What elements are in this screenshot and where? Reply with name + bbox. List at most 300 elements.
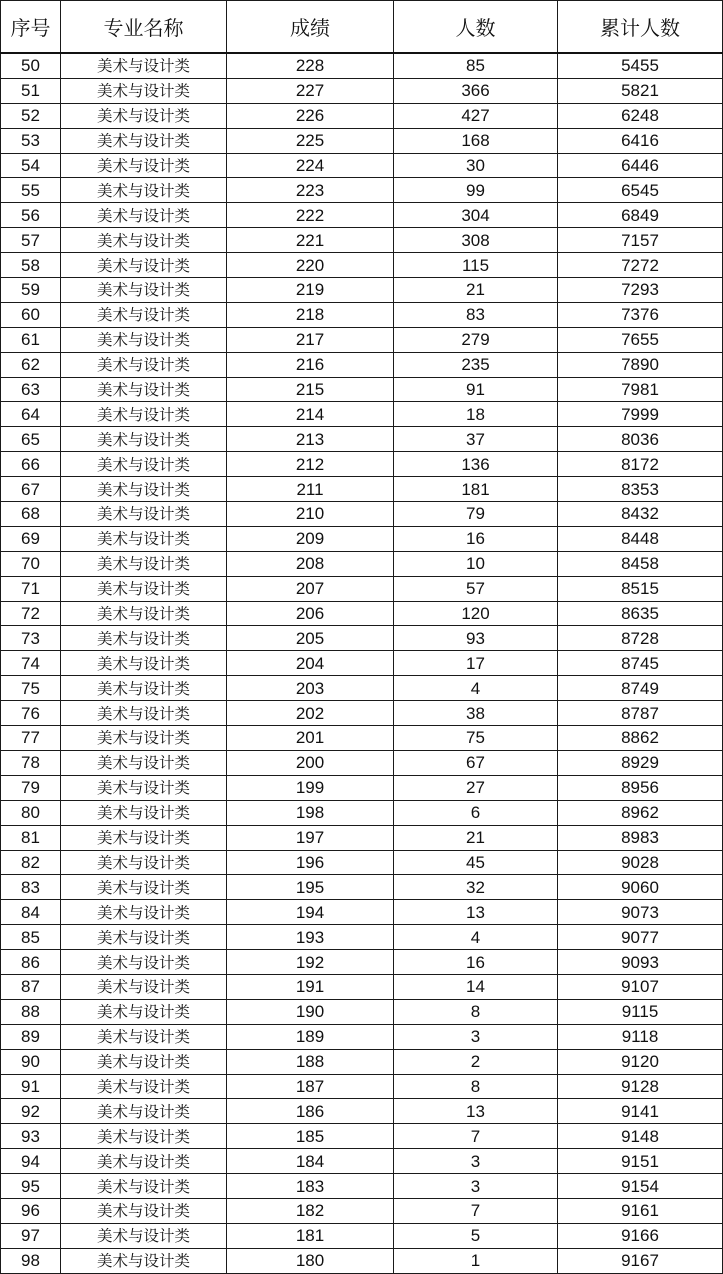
cell-index: 59: [1, 278, 61, 303]
cell-major-name: 美术与设计类: [61, 676, 227, 701]
cell-cumulative-count: 9077: [558, 925, 723, 950]
cell-count: 27: [394, 775, 558, 800]
cell-major-name: 美术与设计类: [61, 701, 227, 726]
cell-cumulative-count: 9107: [558, 974, 723, 999]
table-row: [1, 999, 723, 1024]
table-row: [1, 1174, 723, 1199]
cell-cumulative-count: 9166: [558, 1223, 723, 1248]
cell-index: 79: [1, 775, 61, 800]
cell-score: 181: [227, 1223, 394, 1248]
cell-major-name: 美术与设计类: [61, 452, 227, 477]
table-row: [1, 1198, 723, 1223]
cell-index: 77: [1, 726, 61, 751]
cell-cumulative-count: 9120: [558, 1049, 723, 1074]
cell-index: 80: [1, 800, 61, 825]
cell-index: 64: [1, 402, 61, 427]
table-row: [1, 203, 723, 228]
header-score: 成绩: [227, 1, 394, 54]
cell-score: 211: [227, 477, 394, 502]
cell-count: 279: [394, 327, 558, 352]
cell-index: 63: [1, 377, 61, 402]
cell-count: 366: [394, 78, 558, 103]
table-row: [1, 875, 723, 900]
cell-major-name: 美术与设计类: [61, 900, 227, 925]
cell-major-name: 美术与设计类: [61, 800, 227, 825]
cell-score: 180: [227, 1248, 394, 1273]
cell-index: 97: [1, 1223, 61, 1248]
cell-major-name: 美术与设计类: [61, 974, 227, 999]
cell-count: 3: [394, 1024, 558, 1049]
cell-index: 92: [1, 1099, 61, 1124]
cell-index: 87: [1, 974, 61, 999]
cell-major-name: 美术与设计类: [61, 1149, 227, 1174]
cell-count: 17: [394, 651, 558, 676]
cell-score: 217: [227, 327, 394, 352]
cell-cumulative-count: 8172: [558, 452, 723, 477]
cell-major-name: 美术与设计类: [61, 1074, 227, 1099]
cell-cumulative-count: 8432: [558, 502, 723, 527]
cell-index: 57: [1, 228, 61, 253]
cell-score: 182: [227, 1198, 394, 1223]
cell-count: 16: [394, 950, 558, 975]
cell-count: 30: [394, 153, 558, 178]
cell-score: 195: [227, 875, 394, 900]
cell-index: 96: [1, 1198, 61, 1223]
cell-major-name: 美术与设计类: [61, 78, 227, 103]
cell-count: 45: [394, 850, 558, 875]
cell-count: 37: [394, 427, 558, 452]
cell-count: 7: [394, 1198, 558, 1223]
cell-cumulative-count: 5821: [558, 78, 723, 103]
cell-score: 208: [227, 551, 394, 576]
cell-major-name: 美术与设计类: [61, 203, 227, 228]
cell-major-name: 美术与设计类: [61, 726, 227, 751]
cell-cumulative-count: 7655: [558, 327, 723, 352]
cell-score: 197: [227, 825, 394, 850]
cell-count: 120: [394, 601, 558, 626]
cell-score: 199: [227, 775, 394, 800]
cell-count: 14: [394, 974, 558, 999]
cell-cumulative-count: 5455: [558, 53, 723, 78]
header-count: 人数: [394, 1, 558, 54]
cell-count: 4: [394, 676, 558, 701]
cell-cumulative-count: 8745: [558, 651, 723, 676]
cell-index: 61: [1, 327, 61, 352]
cell-count: 99: [394, 178, 558, 203]
table-row: [1, 327, 723, 352]
cell-major-name: 美术与设计类: [61, 427, 227, 452]
table-row: [1, 427, 723, 452]
table-row: [1, 800, 723, 825]
table-row: [1, 502, 723, 527]
cell-index: 70: [1, 551, 61, 576]
cell-major-name: 美术与设计类: [61, 327, 227, 352]
cell-count: 18: [394, 402, 558, 427]
cell-index: 51: [1, 78, 61, 103]
table-row: [1, 53, 723, 78]
cell-count: 2: [394, 1049, 558, 1074]
cell-major-name: 美术与设计类: [61, 526, 227, 551]
cell-count: 6: [394, 800, 558, 825]
cell-score: 196: [227, 850, 394, 875]
cell-cumulative-count: 9028: [558, 850, 723, 875]
table-row: [1, 1049, 723, 1074]
table-row: [1, 477, 723, 502]
cell-count: 115: [394, 253, 558, 278]
cell-index: 83: [1, 875, 61, 900]
cell-cumulative-count: 8448: [558, 526, 723, 551]
cell-index: 82: [1, 850, 61, 875]
cell-index: 75: [1, 676, 61, 701]
table-row: [1, 576, 723, 601]
cell-score: 225: [227, 128, 394, 153]
header-index: 序号: [1, 1, 61, 54]
cell-count: 32: [394, 875, 558, 900]
cell-major-name: 美术与设计类: [61, 278, 227, 303]
cell-count: 427: [394, 103, 558, 128]
table-row: [1, 253, 723, 278]
cell-score: 213: [227, 427, 394, 452]
table-row: [1, 302, 723, 327]
cell-cumulative-count: 6416: [558, 128, 723, 153]
table-row: [1, 651, 723, 676]
cell-major-name: 美术与设计类: [61, 477, 227, 502]
cell-index: 69: [1, 526, 61, 551]
cell-score: 222: [227, 203, 394, 228]
cell-count: 13: [394, 900, 558, 925]
cell-major-name: 美术与设计类: [61, 228, 227, 253]
cell-index: 66: [1, 452, 61, 477]
cell-score: 205: [227, 626, 394, 651]
cell-cumulative-count: 7981: [558, 377, 723, 402]
cell-count: 21: [394, 278, 558, 303]
cell-score: 193: [227, 925, 394, 950]
cell-score: 207: [227, 576, 394, 601]
cell-major-name: 美术与设计类: [61, 1024, 227, 1049]
cell-cumulative-count: 9073: [558, 900, 723, 925]
table-row: [1, 178, 723, 203]
cell-major-name: 美术与设计类: [61, 352, 227, 377]
cell-index: 65: [1, 427, 61, 452]
cell-index: 55: [1, 178, 61, 203]
cell-score: 192: [227, 950, 394, 975]
cell-index: 84: [1, 900, 61, 925]
cell-count: 5: [394, 1223, 558, 1248]
cell-major-name: 美术与设计类: [61, 302, 227, 327]
table-header-row: [1, 1, 723, 54]
cell-index: 93: [1, 1124, 61, 1149]
cell-major-name: 美术与设计类: [61, 103, 227, 128]
cell-score: 223: [227, 178, 394, 203]
cell-major-name: 美术与设计类: [61, 775, 227, 800]
cell-count: 181: [394, 477, 558, 502]
cell-major-name: 美术与设计类: [61, 502, 227, 527]
cell-count: 67: [394, 750, 558, 775]
cell-index: 53: [1, 128, 61, 153]
cell-cumulative-count: 7890: [558, 352, 723, 377]
cell-count: 3: [394, 1149, 558, 1174]
cell-major-name: 美术与设计类: [61, 999, 227, 1024]
header-major-name: 专业名称: [61, 1, 227, 54]
cell-count: 38: [394, 701, 558, 726]
cell-count: 8: [394, 999, 558, 1024]
cell-index: 56: [1, 203, 61, 228]
cell-index: 86: [1, 950, 61, 975]
cell-score: 219: [227, 278, 394, 303]
cell-score: 221: [227, 228, 394, 253]
cell-index: 89: [1, 1024, 61, 1049]
cell-cumulative-count: 8956: [558, 775, 723, 800]
cell-index: 90: [1, 1049, 61, 1074]
cell-count: 1: [394, 1248, 558, 1273]
table-row: [1, 551, 723, 576]
cell-major-name: 美术与设计类: [61, 402, 227, 427]
cell-major-name: 美术与设计类: [61, 950, 227, 975]
cell-index: 73: [1, 626, 61, 651]
cell-score: 183: [227, 1174, 394, 1199]
cell-score: 189: [227, 1024, 394, 1049]
cell-count: 7: [394, 1124, 558, 1149]
table-row: [1, 1099, 723, 1124]
cell-score: 190: [227, 999, 394, 1024]
table-row: [1, 676, 723, 701]
cell-cumulative-count: 8515: [558, 576, 723, 601]
table-row: [1, 452, 723, 477]
cell-score: 185: [227, 1124, 394, 1149]
cell-major-name: 美术与设计类: [61, 850, 227, 875]
cell-score: 203: [227, 676, 394, 701]
cell-count: 136: [394, 452, 558, 477]
cell-index: 58: [1, 253, 61, 278]
cell-count: 8: [394, 1074, 558, 1099]
cell-index: 52: [1, 103, 61, 128]
table-row: [1, 850, 723, 875]
table-row: [1, 950, 723, 975]
table-row: [1, 701, 723, 726]
cell-count: 83: [394, 302, 558, 327]
cell-cumulative-count: 9115: [558, 999, 723, 1024]
cell-index: 54: [1, 153, 61, 178]
cell-score: 224: [227, 153, 394, 178]
cell-major-name: 美术与设计类: [61, 825, 227, 850]
cell-cumulative-count: 8728: [558, 626, 723, 651]
cell-index: 62: [1, 352, 61, 377]
cell-count: 79: [394, 502, 558, 527]
cell-count: 57: [394, 576, 558, 601]
cell-cumulative-count: 8962: [558, 800, 723, 825]
cell-count: 16: [394, 526, 558, 551]
table-row: [1, 974, 723, 999]
table-row: [1, 1124, 723, 1149]
cell-cumulative-count: 7157: [558, 228, 723, 253]
cell-cumulative-count: 9167: [558, 1248, 723, 1273]
cell-major-name: 美术与设计类: [61, 1049, 227, 1074]
cell-count: 3: [394, 1174, 558, 1199]
cell-major-name: 美术与设计类: [61, 925, 227, 950]
table-row: [1, 726, 723, 751]
table-row: [1, 278, 723, 303]
table-row: [1, 1248, 723, 1273]
table-row: [1, 626, 723, 651]
header-cumulative-count: 累计人数: [558, 1, 723, 54]
table-row: [1, 128, 723, 153]
cell-score: 210: [227, 502, 394, 527]
cell-score: 200: [227, 750, 394, 775]
cell-cumulative-count: 9060: [558, 875, 723, 900]
cell-cumulative-count: 9148: [558, 1124, 723, 1149]
table-row: [1, 1149, 723, 1174]
table-row: [1, 153, 723, 178]
table-row: [1, 352, 723, 377]
cell-score: 212: [227, 452, 394, 477]
cell-index: 76: [1, 701, 61, 726]
cell-major-name: 美术与设计类: [61, 875, 227, 900]
cell-count: 75: [394, 726, 558, 751]
cell-score: 216: [227, 352, 394, 377]
cell-score: 186: [227, 1099, 394, 1124]
cell-score: 187: [227, 1074, 394, 1099]
cell-count: 21: [394, 825, 558, 850]
cell-major-name: 美术与设计类: [61, 1223, 227, 1248]
cell-index: 50: [1, 53, 61, 78]
cell-count: 308: [394, 228, 558, 253]
cell-cumulative-count: 8353: [558, 477, 723, 502]
cell-cumulative-count: 8635: [558, 601, 723, 626]
cell-cumulative-count: 9128: [558, 1074, 723, 1099]
cell-score: 220: [227, 253, 394, 278]
table-row: [1, 775, 723, 800]
cell-cumulative-count: 7999: [558, 402, 723, 427]
cell-score: 194: [227, 900, 394, 925]
cell-cumulative-count: 9151: [558, 1149, 723, 1174]
cell-cumulative-count: 6545: [558, 178, 723, 203]
cell-cumulative-count: 7293: [558, 278, 723, 303]
cell-score: 198: [227, 800, 394, 825]
cell-score: 188: [227, 1049, 394, 1074]
table-row: [1, 750, 723, 775]
cell-index: 60: [1, 302, 61, 327]
cell-cumulative-count: 9141: [558, 1099, 723, 1124]
table-row: [1, 925, 723, 950]
cell-count: 85: [394, 53, 558, 78]
cell-major-name: 美术与设计类: [61, 1124, 227, 1149]
cell-cumulative-count: 8458: [558, 551, 723, 576]
table-row: [1, 228, 723, 253]
cell-major-name: 美术与设计类: [61, 601, 227, 626]
cell-score: 228: [227, 53, 394, 78]
cell-major-name: 美术与设计类: [61, 551, 227, 576]
cell-score: 226: [227, 103, 394, 128]
cell-major-name: 美术与设计类: [61, 1248, 227, 1273]
cell-score: 214: [227, 402, 394, 427]
cell-cumulative-count: 8929: [558, 750, 723, 775]
cell-count: 10: [394, 551, 558, 576]
cell-index: 85: [1, 925, 61, 950]
cell-score: 191: [227, 974, 394, 999]
table-row: [1, 402, 723, 427]
cell-major-name: 美术与设计类: [61, 750, 227, 775]
cell-major-name: 美术与设计类: [61, 128, 227, 153]
cell-major-name: 美术与设计类: [61, 1198, 227, 1223]
cell-count: 93: [394, 626, 558, 651]
cell-major-name: 美术与设计类: [61, 253, 227, 278]
cell-major-name: 美术与设计类: [61, 178, 227, 203]
table-row: [1, 377, 723, 402]
cell-cumulative-count: 7272: [558, 253, 723, 278]
cell-cumulative-count: 8749: [558, 676, 723, 701]
table-row: [1, 526, 723, 551]
table-row: [1, 103, 723, 128]
cell-cumulative-count: 6849: [558, 203, 723, 228]
cell-cumulative-count: 8983: [558, 825, 723, 850]
cell-index: 88: [1, 999, 61, 1024]
cell-index: 95: [1, 1174, 61, 1199]
cell-cumulative-count: 8862: [558, 726, 723, 751]
cell-index: 81: [1, 825, 61, 850]
table-row: [1, 825, 723, 850]
cell-cumulative-count: 8036: [558, 427, 723, 452]
cell-cumulative-count: 7376: [558, 302, 723, 327]
cell-score: 218: [227, 302, 394, 327]
cell-index: 74: [1, 651, 61, 676]
cell-score: 209: [227, 526, 394, 551]
cell-count: 13: [394, 1099, 558, 1124]
table-row: [1, 1074, 723, 1099]
cell-index: 78: [1, 750, 61, 775]
cell-score: 215: [227, 377, 394, 402]
table-row: [1, 900, 723, 925]
cell-cumulative-count: 9093: [558, 950, 723, 975]
cell-index: 91: [1, 1074, 61, 1099]
cell-cumulative-count: 9154: [558, 1174, 723, 1199]
cell-score: 202: [227, 701, 394, 726]
table-row: [1, 1024, 723, 1049]
cell-score: 184: [227, 1149, 394, 1174]
table-row: [1, 1223, 723, 1248]
cell-index: 71: [1, 576, 61, 601]
cell-cumulative-count: 8787: [558, 701, 723, 726]
table-row: [1, 78, 723, 103]
cell-cumulative-count: 9118: [558, 1024, 723, 1049]
cell-index: 72: [1, 601, 61, 626]
cell-cumulative-count: 6446: [558, 153, 723, 178]
cell-count: 91: [394, 377, 558, 402]
cell-major-name: 美术与设计类: [61, 576, 227, 601]
cell-major-name: 美术与设计类: [61, 153, 227, 178]
cell-count: 4: [394, 925, 558, 950]
cell-score: 204: [227, 651, 394, 676]
cell-score: 201: [227, 726, 394, 751]
cell-major-name: 美术与设计类: [61, 651, 227, 676]
cell-index: 67: [1, 477, 61, 502]
cell-count: 304: [394, 203, 558, 228]
cell-count: 235: [394, 352, 558, 377]
cell-score: 227: [227, 78, 394, 103]
table-row: [1, 601, 723, 626]
cell-index: 94: [1, 1149, 61, 1174]
cell-count: 168: [394, 128, 558, 153]
table-body: [1, 53, 723, 1273]
cell-major-name: 美术与设计类: [61, 626, 227, 651]
cell-major-name: 美术与设计类: [61, 377, 227, 402]
cell-cumulative-count: 9161: [558, 1198, 723, 1223]
cell-major-name: 美术与设计类: [61, 53, 227, 78]
cell-major-name: 美术与设计类: [61, 1099, 227, 1124]
cell-index: 98: [1, 1248, 61, 1273]
cell-cumulative-count: 6248: [558, 103, 723, 128]
cell-major-name: 美术与设计类: [61, 1174, 227, 1199]
cell-index: 68: [1, 502, 61, 527]
